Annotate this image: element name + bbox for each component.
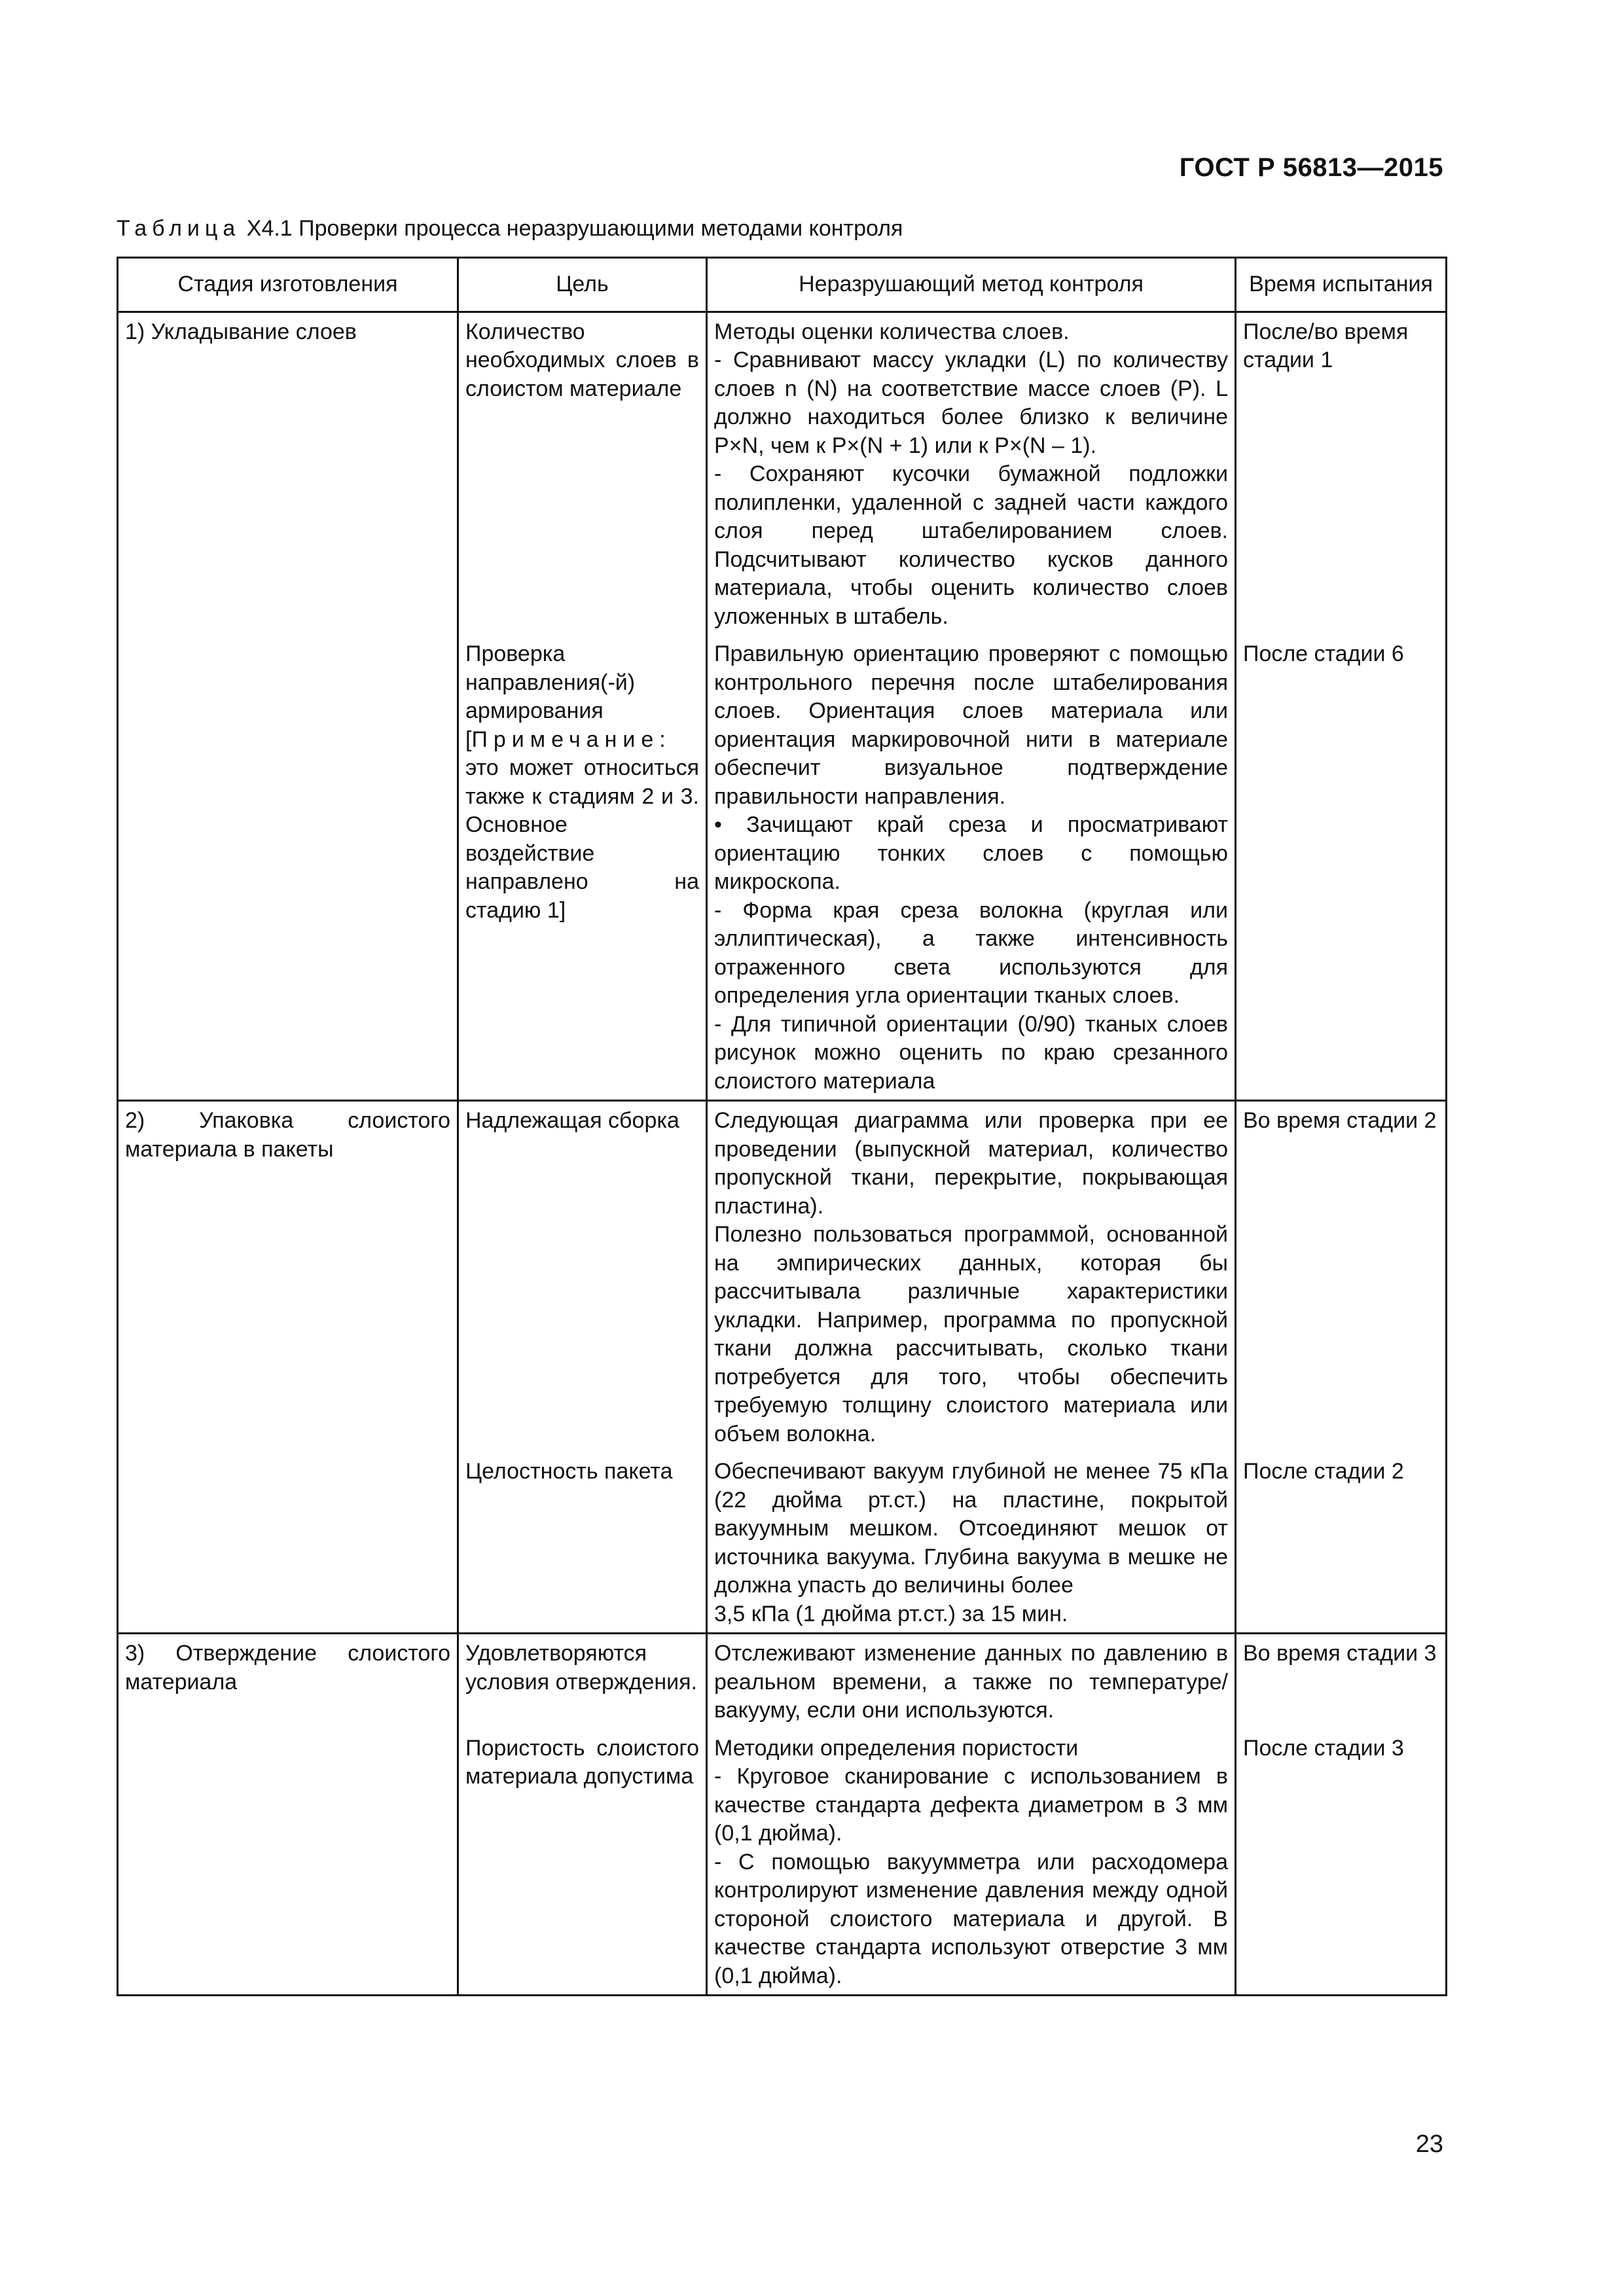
cell-stage: 2) Упаковка слоистого материала в пакеты [118,1101,458,1453]
cell-goal: Целостность пакета [458,1452,707,1634]
method-line: • Зачищают край среза и просматривают ориентацию тонких слоев с помощью микроскопа. [714,812,1228,894]
column-header-time: Время испытания [1236,258,1447,312]
cell-method [707,1101,1236,1453]
cell-stage: 1) Укладывание слоев [118,312,458,635]
method-line: - Форма края среза волокна (круглая или эллиптическая), а также интенсивность отраженного света используются для определения угла ориентации тканых слоев. [714,897,1228,1008]
ndt-process-table [117,257,1447,1996]
cell-method [707,1452,1236,1634]
cell-goal: Удовлетворяются условия отверждения. [458,1634,707,1729]
table-caption-text: Х4.1 Проверки процесса неразрушающими методами контроля [246,216,903,241]
cell-goal: Проверка направления(-й) армирования [Примечание: это может относиться также к стадиям 2 и 3. Основное воздействие направлено на стадию 1] [458,635,707,1101]
method-line: - С помощью вакуумметра или расходомера контролируют изменение давления между одной стороной слоистого материала и другой. В качестве стандарта используют отверстие 3 мм (0,1 дюйма). [714,1849,1228,1988]
cell-stage: 3) Отверждение слоистого материала [118,1634,458,1729]
table-row [118,1729,1447,1996]
method-line: Методики определения пористости [714,1735,1079,1761]
method-line: Отслеживают изменение данных по давлению в реальном времени, а также по температуре/вакууму, если они используются. [714,1641,1228,1723]
note-label: Примечание: [471,726,672,752]
cell-method [707,1634,1236,1729]
goal-text: Проверка направления(-й) армирования [465,641,636,723]
column-header-goal: Цель [458,258,707,312]
column-header-method: Неразрушающий метод контроля [707,258,1236,312]
cell-time: После стадии 6 [1236,635,1447,1101]
standard-designation: ГОСТ Р 56813—2015 [1179,153,1443,182]
table-row [118,1452,1447,1634]
table-header-row [118,258,1447,312]
method-line: Методы оценки количества слоев. [714,319,1070,344]
method-line: Правильную ориентацию проверяют с помощью контрольного перечня после штабелирования слоев. Ориентация слоев материала или ориентация маркировочной нити в материале обеспечит визуальное подтверждение правильности направления. [714,641,1228,809]
cell-method [707,1729,1236,1996]
table-row [118,1634,1447,1729]
method-line: Полезно пользоваться программой, основанной на эмпирических данных, которая бы рассчитывала различные характеристики укладки. Например, программа по пропускной ткани должна рассчитывать, сколько ткани потребуется для того, чтобы обеспечить требуемую толщину слоистого материала или объем волокна. [714,1222,1228,1446]
table-row [118,635,1447,1101]
cell-stage [118,1729,458,1996]
cell-stage [118,635,458,1101]
cell-goal: Надлежащая сборка [458,1101,707,1453]
method-line: Следующая диаграмма или проверка при ее проведении (выпускной материал, количество пропускной ткани, перекрытие, покрывающая пластина). [714,1108,1228,1219]
table-row [118,1101,1447,1453]
cell-method [707,635,1236,1101]
table-caption-label: Таблица [117,216,241,241]
method-line: - Сохраняют кусочки бумажной подложки полипленки, удаленной с задней части каждого слоя перед штабелированием слоев. Подсчитывают количество кусков данного материала, чтобы оценить количество слоев уложенных в штабель. [714,461,1228,629]
note-text: это может относиться также к стадиям 2 и 3. Основное воздействие направлено на стадию 1] [465,755,699,923]
table-caption [117,216,903,242]
method-line: - Сравнивают массу укладки (L) по количеству слоев n (N) на соответствие массе слоев (Р). L должно находиться более близко к величине P×N, чем к Р×(N + 1) или к Р×(N – 1). [714,348,1228,458]
cell-method [707,312,1236,635]
method-line: 3,5 кПа (1 дюйма рт.ст.) за 15 мин. [714,1601,1068,1626]
method-line: - Для типичной ориентации (0/90) тканых слоев рисунок можно оценить по краю срезанного слоистого материала [714,1011,1228,1094]
cell-goal: Пористость слоистого материала допустима [458,1729,707,1996]
cell-stage [118,1452,458,1634]
cell-time: После стадии 3 [1236,1729,1447,1996]
method-line: - Круговое сканирование с использованием в качестве стандарта дефекта диаметром в 3 мм (0,1 дюйма). [714,1764,1228,1846]
cell-goal: Количество необходимых слоев в слоистом материале [458,312,707,635]
page-number: 23 [1415,2130,1443,2158]
cell-time: После стадии 2 [1236,1452,1447,1634]
cell-time: Во время стадии 2 [1236,1101,1447,1453]
cell-time: После/во время стадии 1 [1236,312,1447,635]
cell-time: Во время стадии 3 [1236,1634,1447,1729]
column-header-stage: Стадия изготовления [118,258,458,312]
method-line: Обеспечивают вакуум глубиной не менее 75 кПа (22 дюйма рт.ст.) на пластине, покрытой вакуумным мешком. Отсоединяют мешок от источника вакуума. Глубина вакуума в мешке не должна упасть до величины более [714,1459,1228,1598]
table-row [118,312,1447,635]
